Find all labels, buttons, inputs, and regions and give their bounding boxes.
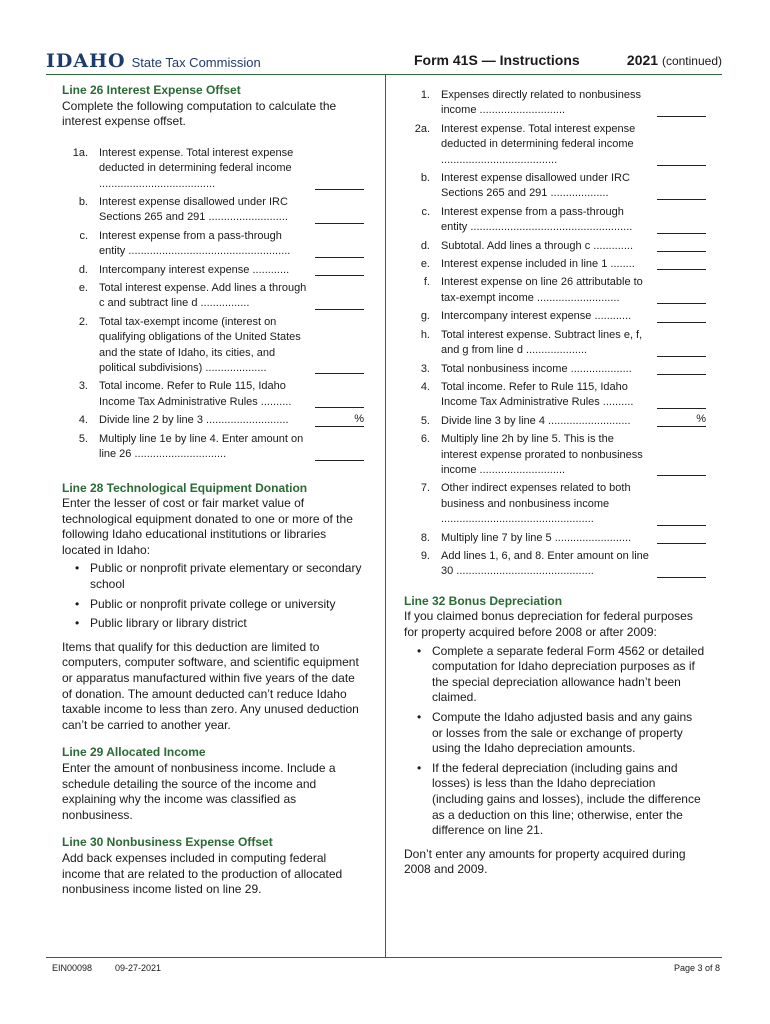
year-value: 2021 <box>626 52 659 68</box>
line-description: Interest expense on line 26 attributable to tax-exempt income ........................... <box>441 276 643 304</box>
line32-note: Don’t enter any amounts for property acquired during 2008 and 2009. <box>404 846 686 877</box>
line-description: Other indirect expenses related to both business and nonbusiness income .................................................. <box>441 482 631 526</box>
line-number: d. <box>78 263 88 276</box>
amount-blank[interactable] <box>315 393 364 408</box>
worksheet-line <box>62 379 364 410</box>
line-description: Multiply line 7 by line 5 ......................... <box>441 531 632 544</box>
agency-logo <box>46 50 261 72</box>
amount-blank[interactable] <box>657 394 706 409</box>
page-header <box>46 50 722 74</box>
line-number: b. <box>78 196 88 208</box>
worksheet-line <box>404 549 706 580</box>
line-number: 4. <box>420 380 430 393</box>
list-item: • If the federal depreciation (including gains and losses) is less than the Idaho depreciation (including gains and losses), include the difference as a deduction on this line; otherwise, enter the difference on line 21. <box>404 761 706 839</box>
column-divider <box>385 74 386 958</box>
worksheet-line <box>404 205 706 236</box>
form-title: Form 41S — Instructions <box>414 52 580 68</box>
line-number: f. <box>423 276 430 289</box>
line-number: b. <box>420 172 430 185</box>
right-column <box>404 88 706 878</box>
line-description: Multiply line 1e by line 4. Enter amount on line 26 .............................. <box>99 432 304 461</box>
amount-blank[interactable] <box>657 151 706 166</box>
amount-blank[interactable] <box>315 359 364 374</box>
line26-worksheet <box>62 146 364 463</box>
footer-page: Page 3 of 8 <box>673 963 720 973</box>
line-number: c. <box>79 229 88 242</box>
worksheet-line <box>62 229 364 260</box>
line-description: Intercompany interest expense ............ <box>441 310 632 323</box>
line-number: 8. <box>420 531 430 544</box>
amount-blank[interactable] <box>657 255 706 270</box>
line-number: 1. <box>420 89 430 101</box>
line-description: Add lines 1, 6, and 8. Enter amount on line 30 ............................................. <box>441 549 649 578</box>
line-number: 5. <box>78 432 88 445</box>
line26-intro: Complete the following computation to calculate the interest expense offset. <box>62 98 337 129</box>
line28-paragraph: Items that qualify for this deduction are limited to computers, computer software, and scientific equipment or apparatus manufactured within five years of the date of donation. The amount deducted can’t reduce Idaho taxable income to less than zero. Any unused deduction can’t be carried to another year. <box>62 639 359 732</box>
line-description: Multiply line 2h by line 5. This is the interest expense prorated to nonbusiness income ............................ <box>441 433 643 476</box>
worksheet-line <box>404 481 706 527</box>
amount-blank[interactable] <box>315 175 364 190</box>
amount-blank[interactable] <box>657 529 706 544</box>
amount-blank[interactable] <box>315 243 364 258</box>
list-item: • Public or nonprofit private elementary or secondary school <box>62 561 364 592</box>
line-description: Interest expense from a pass-through entity ..................................................... <box>441 205 633 234</box>
worksheet-line <box>404 362 706 377</box>
form-year <box>627 52 722 68</box>
amount-blank[interactable] <box>315 261 364 276</box>
worksheet-line <box>404 309 706 324</box>
worksheet-line <box>62 315 364 377</box>
line-number: c. <box>421 205 430 218</box>
amount-blank[interactable] <box>657 289 706 304</box>
line30-worksheet <box>404 88 706 580</box>
left-column <box>62 83 364 898</box>
amount-blank[interactable] <box>657 360 706 375</box>
line32-bullets <box>404 644 706 839</box>
line-description: Subtotal. Add lines a through c ............. <box>441 239 634 252</box>
worksheet-line <box>404 171 706 202</box>
worksheet-line <box>404 432 706 478</box>
line-number: 5. <box>420 414 430 427</box>
line-number: h. <box>420 328 430 341</box>
list-item: • Compute the Idaho adjusted basis and any gains or losses from the sale or exchange of property using the Idaho depreciation amounts. <box>404 710 706 757</box>
line-number: 6. <box>420 433 430 446</box>
worksheet-line <box>62 263 364 278</box>
worksheet-line <box>62 432 364 463</box>
amount-blank[interactable] <box>657 342 706 357</box>
continued-label: (continued) <box>661 54 722 68</box>
amount-blank[interactable] <box>315 295 364 310</box>
logo-wordmark: IDAHO <box>46 50 126 72</box>
line-description: Total income. Refer to Rule 115, Idaho Income Tax Administrative Rules .......... <box>441 380 634 409</box>
line-number: d. <box>420 239 430 252</box>
worksheet-line <box>404 328 706 359</box>
line-description: Interest expense. Total interest expense deducted in determining federal income ...................................... <box>99 146 294 190</box>
worksheet-line <box>404 122 706 168</box>
line-number: 2. <box>78 315 88 328</box>
header-rule <box>46 74 722 75</box>
list-item: • Public or nonprofit private college or university <box>62 597 364 613</box>
list-item: • Complete a separate federal Form 4562 or detailed computation for Idaho depreciation purposes as if the special depreciation allowance hadn’t been claimed. <box>404 644 706 706</box>
amount-blank[interactable]: % <box>657 412 706 427</box>
worksheet-line <box>404 239 706 254</box>
footer-rule <box>46 957 722 958</box>
line-number: e. <box>420 258 430 271</box>
line-description: Total interest expense. Subtract lines e, f, and g from line d .................... <box>441 328 643 357</box>
line-description: Expenses directly related to nonbusiness income ............................ <box>441 89 641 117</box>
line-description: Intercompany interest expense ............ <box>99 263 290 276</box>
line-number: 9. <box>420 549 430 562</box>
line-description: Interest expense disallowed under IRC Sections 265 and 291 .......................... <box>99 196 288 224</box>
line-number: g. <box>420 310 430 323</box>
amount-blank[interactable] <box>657 563 706 578</box>
line-number: 3. <box>420 362 430 375</box>
amount-blank[interactable] <box>657 102 706 117</box>
line28-bullets <box>62 561 364 631</box>
line-description: Interest expense included in line 1 ........ <box>441 258 635 271</box>
logo-subtitle: State Tax Commission <box>131 54 261 70</box>
worksheet-line <box>404 531 706 546</box>
footer-date: 09-27-2021 <box>115 963 162 973</box>
amount-blank[interactable] <box>657 219 706 234</box>
worksheet-line <box>404 414 706 429</box>
line30-text: Add back expenses included in computing federal income that are related to the production of allocated nonbusiness income listed on line 29. <box>62 850 343 897</box>
amount-blank[interactable] <box>657 461 706 476</box>
line26-heading: Line 26 Interest Expense Offset <box>62 83 241 97</box>
line-number: 4. <box>78 414 88 427</box>
worksheet-line <box>62 195 364 226</box>
worksheet-line <box>404 275 706 306</box>
line-number: 1a. <box>72 146 88 159</box>
footer-code: EIN00098 <box>52 963 93 973</box>
amount-blank[interactable] <box>657 237 706 252</box>
list-item: • Public library or library district <box>62 616 364 632</box>
amount-blank[interactable] <box>315 446 364 461</box>
line32-heading: Line 32 Bonus Depreciation <box>404 593 563 608</box>
line-number: 3. <box>78 380 88 393</box>
line-description: Interest expense from a pass-through entity ..................................................... <box>99 229 291 258</box>
line28-heading: Line 28 Technological Equipment Donation <box>62 480 308 495</box>
worksheet-line <box>62 413 364 428</box>
amount-blank[interactable] <box>657 511 706 526</box>
line29-heading: Line 29 Allocated Income <box>62 745 206 760</box>
line-description: Divide line 3 by line 4 ........................... <box>441 414 631 427</box>
line32-intro: If you claimed bonus depreciation for federal purposes for property acquired before 2008 or after 2009: <box>404 609 693 639</box>
line-description: Total nonbusiness income .................... <box>441 362 632 375</box>
line-description: Total income. Refer to Rule 115, Idaho Income Tax Administrative Rules .......... <box>99 380 292 408</box>
line-number: 2a. <box>414 122 430 135</box>
amount-blank[interactable] <box>315 209 364 224</box>
line-description: Interest expense disallowed under IRC Sections 265 and 291 ................... <box>441 172 630 200</box>
line30-heading: Line 30 Nonbusiness Expense Offset <box>62 835 273 850</box>
line29-text: Enter the amount of nonbusiness income. Include a schedule detailing the source of the income and explaining why the income was classified as nonbusiness. <box>62 761 336 822</box>
line-description: Interest expense. Total interest expense deducted in determining federal income ...................................... <box>441 122 636 166</box>
line-description: Total tax-exempt income (interest on qualifying obligations of the United States and the state of Idaho, its cities, and political subdivisions) .................... <box>99 315 301 375</box>
amount-blank[interactable] <box>657 308 706 323</box>
worksheet-line <box>62 146 364 192</box>
line-description: Divide line 2 by line 3 ........................... <box>99 414 289 427</box>
worksheet-line <box>404 257 706 272</box>
line-description: Total interest expense. Add lines a through c and subtract line d ................ <box>99 282 307 310</box>
worksheet-line <box>62 281 364 312</box>
amount-blank[interactable]: % <box>315 412 364 427</box>
line-number: 7. <box>420 482 430 495</box>
line28-intro: Enter the lesser of cost or fair market value of technological equipment donated to one or more of the following Idaho educational institutions or libraries located in Idaho: <box>62 496 353 557</box>
worksheet-line <box>404 88 706 119</box>
worksheet-line <box>404 380 706 411</box>
line-number: e. <box>78 282 88 295</box>
amount-blank[interactable] <box>657 185 706 200</box>
